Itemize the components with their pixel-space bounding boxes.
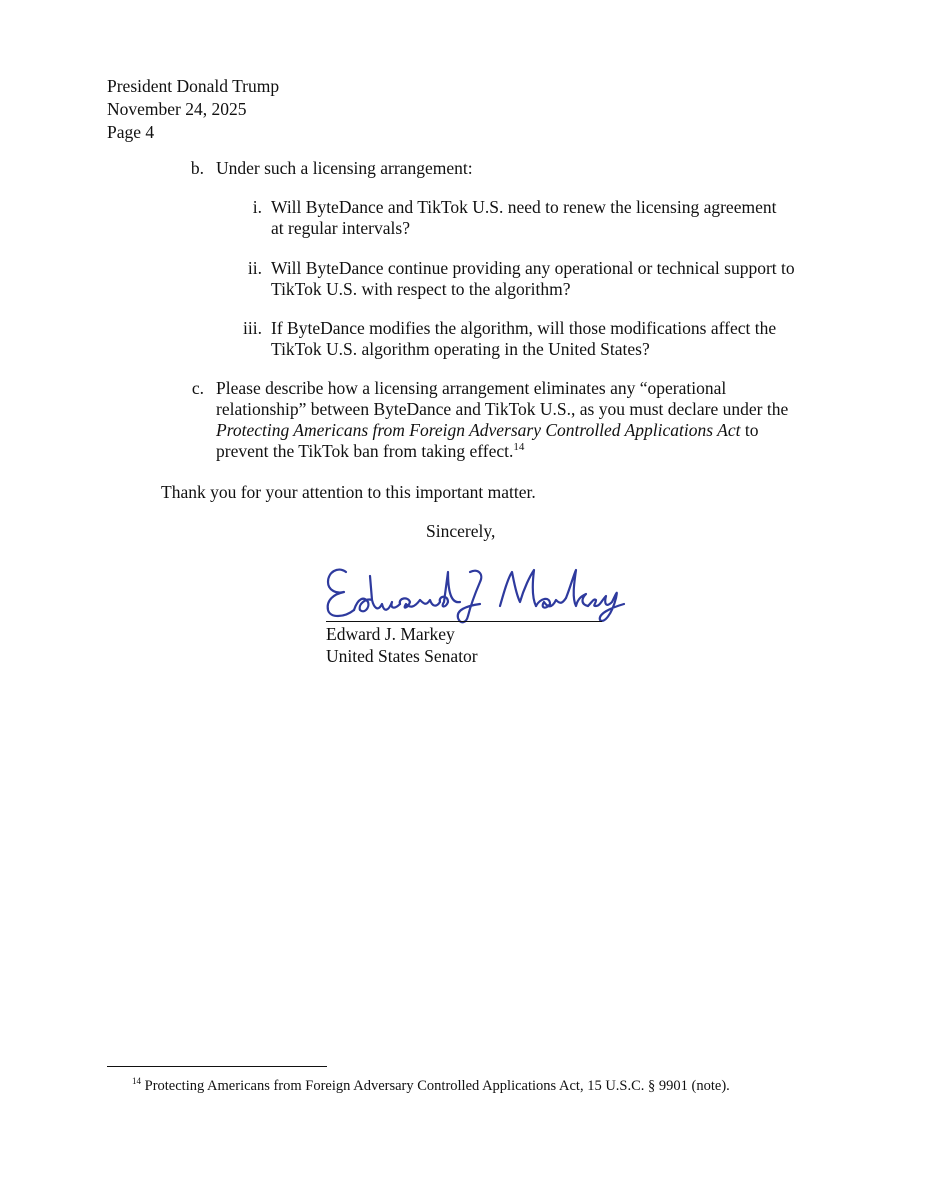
signature-image [320, 558, 630, 626]
sub-item-line: TikTok U.S. algorithm operating in the United States? [271, 339, 650, 359]
sub-item-line: Will ByteDance continue providing any operational or technical support to [271, 258, 795, 278]
sub-item-ii [232, 258, 795, 300]
signer-name: Edward J. Markey [326, 624, 455, 644]
sub-item-label: iii. [243, 318, 262, 338]
sub-item-i [232, 197, 776, 239]
letter-header [107, 76, 279, 145]
footnote-reference: 14 [513, 441, 525, 454]
sub-item-label: ii. [247, 258, 262, 278]
list-label: c. [191, 378, 204, 398]
recipient-line: President Donald Trump [107, 76, 280, 96]
sub-item-line: If ByteDance modifies the algorithm, will those modifications affect the [271, 318, 777, 338]
signature-line [326, 621, 602, 622]
valediction: Sincerely, [426, 521, 496, 541]
footnote [132, 1077, 730, 1095]
signer-title: United States Senator [326, 646, 478, 666]
sub-item-line: Will ByteDance and TikTok U.S. need to renew the licensing agreement [271, 197, 777, 217]
list-item-c [188, 378, 788, 462]
list-line-end: to [740, 420, 759, 440]
sub-item-label: i. [252, 197, 262, 217]
sub-item-line: TikTok U.S. with respect to the algorithm? [271, 279, 571, 299]
list-text: Under such a licensing arrangement: [216, 158, 473, 178]
list-line: relationship” between ByteDance and TikTok U.S., as you must declare under the [216, 399, 789, 419]
footnote-separator [107, 1066, 327, 1067]
act-title: Protecting Americans from Foreign Adversary Controlled Applications Act [216, 420, 741, 440]
list-item-b [188, 158, 473, 179]
footnote-number: 14 [132, 1076, 141, 1087]
page-number: Page 4 [107, 122, 155, 142]
sub-item-iii [232, 318, 776, 360]
closing-paragraph: Thank you for your attention to this important matter. [161, 482, 536, 502]
footnote-text: Protecting Americans from Foreign Adversary Controlled Applications Act, 15 U.S.C. § 9901 (note). [141, 1078, 730, 1094]
list-line: Please describe how a licensing arrangement eliminates any “operational [216, 378, 727, 398]
list-line: prevent the TikTok ban from taking effect. [216, 441, 514, 461]
date-line: November 24, 2025 [107, 99, 247, 119]
sub-item-line: at regular intervals? [271, 218, 410, 238]
list-label: b. [190, 158, 204, 178]
